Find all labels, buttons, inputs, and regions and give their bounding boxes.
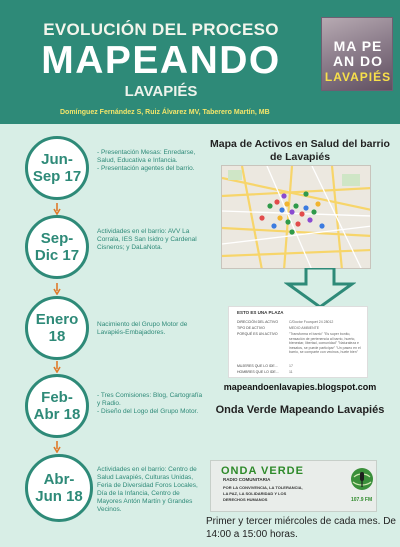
asset-card-label-women: MUJERES QUE LO IDE... <box>237 364 278 368</box>
map-section-title: Mapa de Activos en Salud del barrio de Lavapiés <box>210 138 390 163</box>
onda-verde-banner <box>210 460 377 512</box>
timeline-text-2 <box>97 228 205 252</box>
microphone-globe-icon <box>349 465 375 495</box>
timeline-badge-2 <box>25 215 89 279</box>
map-to-card-arrow <box>284 268 356 308</box>
timeline-badge-5 <box>25 454 93 522</box>
timeline-text-2-body: Actividades en el barrio: AVV La Corrala, IES San Isidro y Cardenal Cisneros; y DaLaNota. <box>97 228 197 251</box>
timeline-badge-3-line-2: 18 <box>48 328 66 345</box>
radio-frequency: 107.9 FM <box>351 497 373 503</box>
timeline-badge-2-line-2: Dic 17 <box>34 247 80 264</box>
blog-link[interactable]: mapeandoenlavapies.blogspot.com <box>223 382 377 392</box>
timeline-badge-1 <box>25 136 89 200</box>
timeline-text-3 <box>97 321 205 337</box>
timeline-text-1-body: - Presentación Mesas: Enredarse, Salud, Educativa e Infancia. - Presentación agentes del barrio. <box>97 149 196 172</box>
timeline-arrow-2 <box>53 283 61 295</box>
radio-banner-title: ONDA VERDE <box>221 465 304 477</box>
page-title: MAPEANDO <box>41 39 281 82</box>
radio-banner-subtitle: RADIO COMUNITARIA <box>223 477 271 482</box>
timeline-text-1 <box>97 149 205 173</box>
timeline-badge-1-line-1: Jun- <box>41 151 73 168</box>
assets-map[interactable] <box>221 165 371 269</box>
timeline-text-5 <box>97 466 205 514</box>
timeline-badge-5-line-1: Abr- <box>43 471 75 488</box>
page-subtitle: LAVAPIÉS <box>124 83 198 100</box>
timeline-arrow-1 <box>53 203 61 215</box>
radio-section-title: Onda Verde Mapeando Lavapiés <box>215 404 385 416</box>
asset-card-label-men: HOMBRES QUE LO IDE... <box>237 370 279 374</box>
mapeando-lavapies-logo <box>321 17 393 91</box>
asset-card-value-type: MEDIO AMBIENTE <box>289 326 320 330</box>
logo-line-3: LAVAPIÉS <box>324 70 392 84</box>
timeline-badge-3 <box>25 296 89 360</box>
asset-card-label-type: TIPO DE ACTIVO <box>237 326 265 330</box>
timeline-badge-4-line-2: Abr 18 <box>33 406 81 423</box>
timeline-badge-4-line-1: Feb- <box>41 389 73 406</box>
timeline-text-5-body: Actividades en el barrio: Centro de Salud Lavapiés, Culturas Unidas, Feria de Diversidad Foros Locales, Día de la Infancia, Centro de Mayores Antón Martín y Grandes Vecinos. <box>97 466 198 513</box>
timeline-badge-2-line-1: Sep- <box>40 230 74 247</box>
logo-line-2: AN DO <box>332 53 384 69</box>
timeline-text-3-body: Nacimiento del Grupo Motor de Lavapiés-Embajadores. <box>97 321 188 336</box>
authors-line: Domínguez Fernández S, Ruiz Álvarez MV, Taberero Martín, MB <box>60 109 270 116</box>
radio-banner-line-1: POR LA CONVIVENCIA, LA TOLERANCIA, <box>223 485 303 490</box>
map-graphic <box>222 166 371 269</box>
asset-card-value-women: 17 <box>289 364 293 368</box>
asset-card-value-men: 11 <box>289 370 293 374</box>
header-kicker: EVOLUCIÓN DEL PROCESO <box>43 20 279 39</box>
radio-banner-line-2: LA PAZ, LA SOLIDARIDAD Y LOS <box>223 491 287 496</box>
radio-schedule: Primer y tercer miércoles de cada mes. De 14:00 a 15:00 horas. <box>206 516 396 540</box>
asset-card-value-address: C/Doctor Fourquet 24 28012 <box>289 320 334 324</box>
timeline-text-4-body: - Tres Comisiones: Blog, Cartografía y Radio. - Diseño del Logo del Grupo Motor. <box>97 392 203 415</box>
timeline-arrow-3 <box>53 361 61 373</box>
timeline-arrow-4 <box>53 441 61 453</box>
radio-banner-line-3: DERECHOS HUMANOS <box>223 497 268 502</box>
asset-card-heading: ESTO ES UNA PLAZA <box>237 310 284 315</box>
timeline-badge-5-line-2: Jun 18 <box>35 488 83 505</box>
timeline-badge-3-line-1: Enero <box>35 311 79 328</box>
asset-card-label-address: DIRECCIÓN DEL ACTIVO <box>237 320 279 324</box>
timeline-badge-4 <box>25 374 89 438</box>
asset-card <box>228 306 368 378</box>
timeline-text-4 <box>97 392 205 416</box>
asset-card-value-why: "Transforma el barrio" "Es super bonito, sensación de pertenencia al barrio, huerto, bienestar, libertad, comunidad" "Naturaleza e inesatos, se puede participar" "Un paseo en el barrio, se comparte con vecinos, huele bien" <box>289 332 361 354</box>
timeline-badge-1-line-2: Sep 17 <box>32 168 82 185</box>
asset-card-label-why: PORQUÉ ES UN ACTIVO <box>237 332 278 336</box>
header <box>0 0 400 124</box>
logo-line-1: MA PE <box>333 38 383 54</box>
